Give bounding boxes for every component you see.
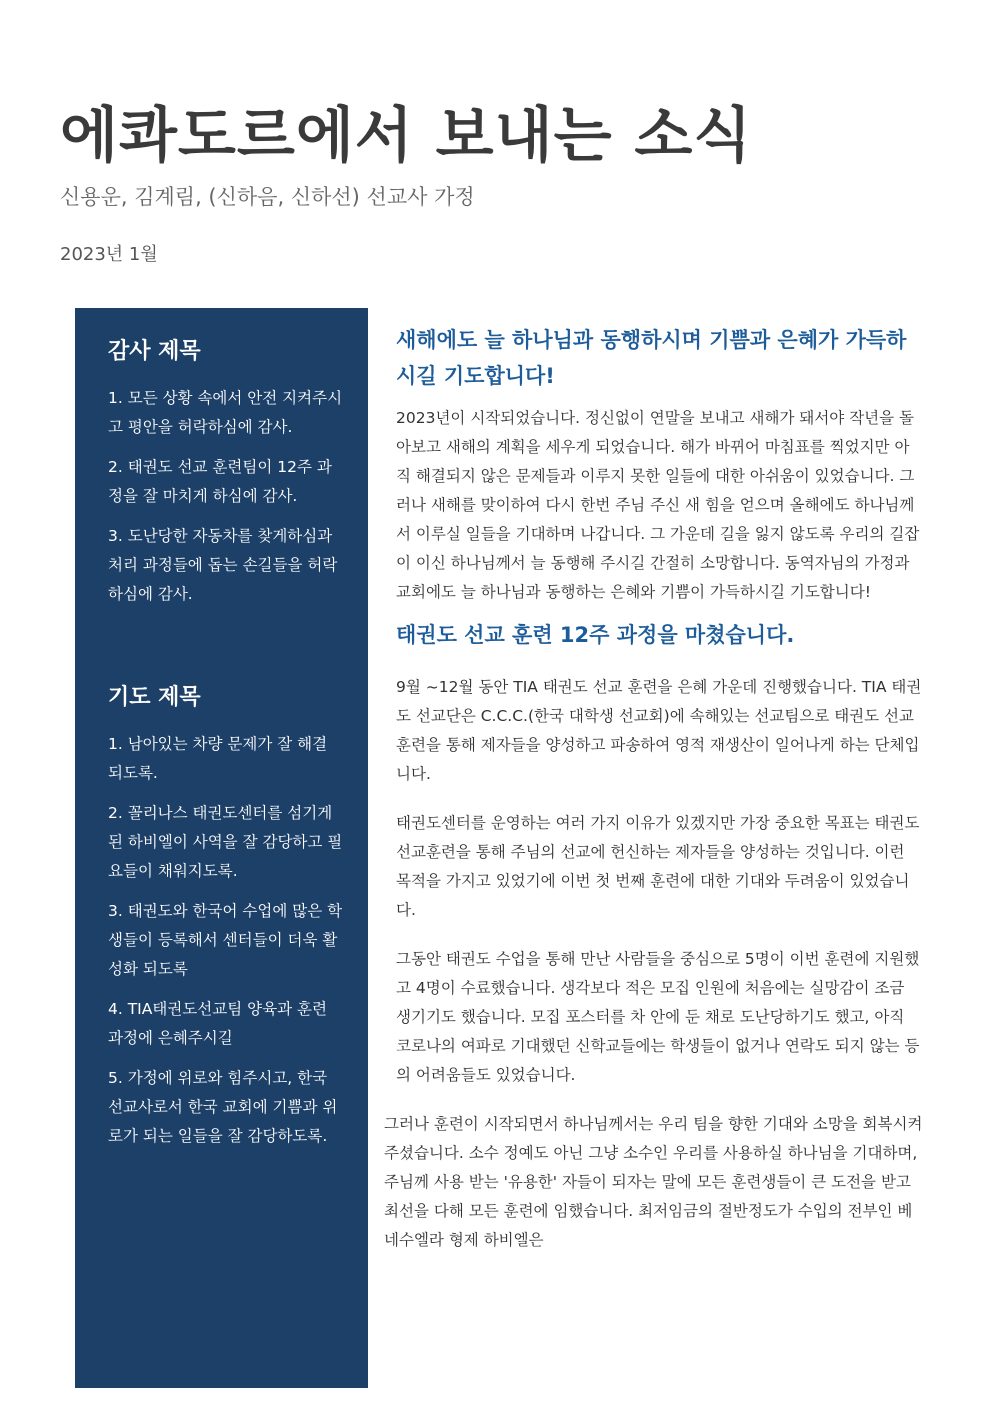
prayer-item: 2. 꼴리나스 태권도센터를 섬기게된 하비엘이 사역을 잘 감당하고 필요들이 채워지도록. [108,804,343,880]
newyear-paragraph: 2023년이 시작되었습니다. 정신없이 연말을 보내고 새해가 돼서야 작년을 돌아보고 새해의 계획을 세우게 되었습니다. 해가 바뀌어 마침표를 찍었지만 아직 해결되지 않은 문제들과 이루지 못한 일들에 대한 아쉬움이 있었습니다. 그러나 새해를 맞이하여 다시 한번 주님 주신 새 힘을 얻으며 올해에도 하나님께서 이루실 일들을 기대하며 나갑니다. 그 가운데 길을 잃지 않도록 우리의 길잡이 이신 하나님께서 늘 동행해 주시길 간절히 소망합니다. 동역자님의 가정과 교회에도 늘 하나님과 동행하는 은혜와 기쁨이 가득하시길 기도합니다! [396,409,920,601]
training-paragraph-2: 태권도센터를 운영하는 여러 가지 이유가 있겠지만 가장 중요한 목표는 태권도 선교훈련을 통해 주님의 선교에 헌신하는 제자들을 양성하는 것입니다. 이런 목적을 가지고 있었기에 이번 첫 번째 훈련에 대한 기대와 두려움이 있었습니다. [396,814,920,919]
prayer-item: 5. 가정에 위로와 힘주시고, 한국 선교사로서 한국 교회에 기쁨과 위로가 되는 일들을 잘 감당하도록. [108,1069,338,1145]
newyear-heading: 새해에도 늘 하나님과 동행하시며 기쁨과 은혜가 가득하시길 기도합니다! [396,328,907,388]
training-paragraph-1: 9월 ~12월 동안 TIA 태권도 선교 훈련을 은혜 가운데 진행했습니다. TIA 태권도 선교단은 C.C.C.(한국 대학생 선교회)에 속해있는 선교팀으로 태권도 선교훈련을 통해 제자들을 양성하고 파송하여 영적 재생산이 일어나게 하는 단체입니다. [396,678,922,783]
thanks-list [108,384,346,609]
prayer-item: 4. TIA태권도선교팀 양육과 훈련 과정에 은혜주시길 [108,1000,327,1047]
training-heading: 태권도 선교 훈련 12주 과정을 마쳤습니다. [396,623,795,647]
prayer-item: 3. 태권도와 한국어 수업에 많은 학생들이 등록해서 센터들이 더욱 활성화 되도록 [108,902,343,978]
thanks-item: 3. 도난당한 자동차를 찾게하심과 처리 과정들에 돕는 손길들을 허락하심에 감사. [108,527,338,603]
sidebar-panel [75,308,368,1388]
training-paragraph-3: 그동안 태권도 수업을 통해 만난 사람들을 중심으로 5명이 이번 훈련에 지원했고 4명이 수료했습니다. 생각보다 적은 모집 인원에 처음에는 실망감이 조금 생기기도 했습니다. 모집 포스터를 차 안에 둔 채로 도난당하기도 했고, 아직 코로나의 여파로 기대했던 신학교들에는 학생들이 없거나 연락도 되지 않는 등의 어려움들도 있었습니다. [396,950,920,1084]
thanks-heading: 감사 제목 [108,339,201,364]
prayer-item: 1. 남아있는 차량 문제가 잘 해결 되도록. [108,735,328,782]
prayer-heading: 기도 제목 [108,685,201,710]
sidebar-spacer [108,620,346,682]
training-paragraph-4: 그러나 훈련이 시작되면서 하나님께서는 우리 팀을 향한 기대와 소망을 회복시켜주셨습니다. 소수 정예도 아닌 그냥 소수인 우리를 사용하실 하나님을 기대하며, 주님께 사용 받는 '유용한' 자들이 되자는 말에 모든 훈련생들이 큰 도전을 받고 최선을 다해 모든 훈련에 임했습니다. 최저임금의 절반정도가 수입의 전부인 베네수엘라 형제 하비엘은 [384,1115,923,1249]
thanks-item: 1. 모든 상황 속에서 안전 지켜주시고 평안을 허락하심에 감사. [108,389,343,436]
issue-date: 2023년 1월 [60,244,158,265]
page-subtitle: 신용운, 김계림, (신하음, 신하선) 선교사 가정 [60,185,475,209]
main-content [384,322,924,1255]
page-title: 에콰도르에서 보내는 소식 [60,101,753,171]
thanks-item: 2. 태권도 선교 훈련팀이 12주 과정을 잘 마치게 하심에 감사. [108,458,332,505]
prayer-list [108,730,346,1151]
